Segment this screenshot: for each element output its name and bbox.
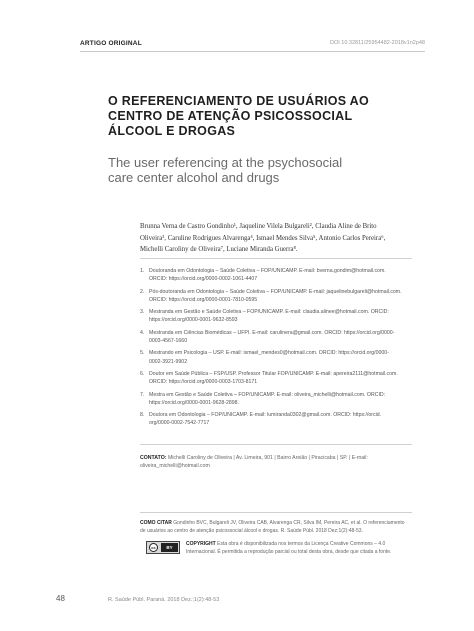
- affiliation-number: 8.: [140, 412, 145, 419]
- title-en-line: care center alcohol and drugs: [108, 170, 280, 185]
- affiliation-line: Mestranda em Gestão e Saúde Coletiva – FOP/UNICAMP. E-mail: claudia.alinee@hotmail.com. ORCID:: [149, 309, 389, 316]
- affiliation-line: Mestranda em Ciências Biomédicas – UFPI. E-mail: carulinera@gmail.com. ORCID: https://orcid.org/0000-: [149, 329, 395, 336]
- affiliations: [140, 258, 412, 432]
- doi-text[interactable]: DOI 10.32811/25954482-2018v1n2p48: [329, 40, 425, 46]
- affiliation-line: Doutor em Saúde Pública – FSP/USP. Professor Titular FOP/UNICAMP. E-mail: apereira2111@hotmail.com.: [149, 370, 398, 377]
- orcid-link[interactable]: https://orcid.org/0000-0001-9632-8593: [149, 317, 238, 324]
- citation-line: [140, 519, 412, 527]
- creative-commons-badge-icon[interactable]: [146, 541, 180, 554]
- author-line: Michelli Caroliny de Oliveira⁷, Luciane Miranda Guerra⁸.: [140, 246, 298, 253]
- page-number: 48: [56, 594, 65, 603]
- contact-email[interactable]: oliveira_michelli@hotmail.com: [140, 463, 210, 470]
- affiliation-number: 1.: [140, 268, 145, 274]
- affiliation-item: [140, 411, 412, 427]
- orcid-link[interactable]: 0002-3921-9902: [149, 358, 188, 365]
- affiliation-number: 5.: [140, 350, 145, 357]
- affiliation-number: 2.: [140, 288, 145, 295]
- affiliation-number: 6.: [140, 370, 145, 377]
- orcid-link[interactable]: org/0000-0002-7542-7717: [149, 420, 210, 427]
- affiliation-number: 7.: [140, 391, 145, 398]
- affiliation-number: 4.: [140, 329, 145, 336]
- title-en-line: The user referencing at the psychosocial: [108, 155, 343, 170]
- title-pt-line: O REFERENCIAMENTO DE USUÁRIOS AO: [108, 94, 370, 108]
- affiliation-item: [140, 308, 412, 324]
- citation-line: de usuários ao centro de atenção psicossocial álcool e drogas. R. Saúde Públ. 2018 Dez;1(2):48-53.: [140, 528, 363, 534]
- affiliation-line: Doutora em Odontologia – FOP/UNICAMP. E-mail: lumiranda0302@gmail.com. ORCID: https://orcid.: [149, 412, 382, 419]
- copyright-text: [186, 540, 412, 556]
- author-list: [140, 221, 412, 256]
- copyright-line: [186, 540, 412, 548]
- author-line: Oliveira³, Caruline Rodrigues Alvarenga⁴, Ismael Mendes Silva⁵, Antonio Carlos Pereira⁶,: [140, 234, 386, 242]
- orcid-link[interactable]: 0003-4567-1660: [149, 337, 188, 344]
- copyright-line: Internacional. É permitida a reprodução parcial ou total desta obra, desde que citada a fonte.: [186, 549, 392, 555]
- contact-text: Michelli Caroliny de Oliveira | Av. Limeira, 901 | Bairro Areião | Piracicaba | SP. | E-mail:: [166, 455, 368, 461]
- citation-label: COMO CITAR: [140, 520, 172, 526]
- affiliation-number: 3.: [140, 309, 145, 316]
- title-english: [108, 155, 428, 185]
- affiliation-item: [140, 391, 412, 407]
- affiliation-item: [140, 288, 412, 304]
- affiliation-line: Pós-doutoranda em Odontologia – Saúde Coletiva – FOP/UNICAMP. E-mail: jaquelinebulgareli@hotmail.com.: [149, 288, 402, 295]
- citation-block: [140, 512, 412, 535]
- title-portuguese: [108, 94, 408, 139]
- cc-by-label: BY: [161, 543, 178, 552]
- affiliation-item: [140, 267, 412, 283]
- orcid-link[interactable]: ORCID: https://orcid.org/0000-0001-7810-0595: [149, 296, 258, 303]
- affiliation-line: Doutoranda em Odontologia – Saúde Coletiva – FOP/UNICAMP. E-mail: bverna.gondim@hotmail.com.: [149, 268, 386, 274]
- affiliation-item: [140, 370, 412, 386]
- orcid-link[interactable]: ORCID: https://orcid.org/0000-0003-1703-8171: [149, 379, 258, 386]
- orcid-link[interactable]: https://orcid.org/0000-0001-9628-2898.: [149, 399, 239, 406]
- affiliation-line: Mestra em Gestão e Saúde Coletiva – FOP/UNICAMP. E-mail: oliveira_michelli@hotmail.com. ORCID:: [149, 391, 386, 398]
- contact-block: [140, 444, 412, 470]
- title-pt-line: CENTRO DE ATENÇÃO PSICOSSOCIAL: [108, 109, 353, 123]
- orcid-link[interactable]: ORCID: https://orcid.org/0000-0002-1061-4407: [149, 276, 258, 283]
- journal-reference: R. Saúde Públ. Paraná. 2018 Dez.;1(2):48-53: [108, 597, 220, 603]
- citation-text: Gondinho BVC, Bulgareli JV, Oliveira CAB, Alvarenga CR, Silva IM, Pereira AC, et al. O referenciamento: [171, 520, 405, 526]
- contact-line: [140, 454, 412, 462]
- title-pt-line: ÁLCOOL E DROGAS: [108, 124, 236, 138]
- copyright-label: COPYRIGHT: [186, 541, 216, 547]
- affiliation-item: [140, 349, 412, 365]
- affiliation-item: [140, 329, 412, 345]
- page-header: [80, 40, 425, 52]
- author-line: Brunna Verna de Castro Gondinho¹, Jaqueline Vilela Bulgareli², Claudia Aline de Brito: [140, 223, 377, 230]
- contact-label: CONTATO:: [140, 455, 167, 461]
- section-label: ARTIGO ORIGINAL: [80, 40, 142, 47]
- copyright-notice: Esta obra é disponibilizada nos termos da Licença Creative Commons – 4.0: [215, 541, 386, 547]
- affiliation-line: Mestrando em Psicologia – USP. E-mail: ismael_mendes0@hotmail.com. ORCID: https://orcid.org/0000-: [149, 350, 389, 357]
- cc-logo-icon: cc: [149, 543, 158, 552]
